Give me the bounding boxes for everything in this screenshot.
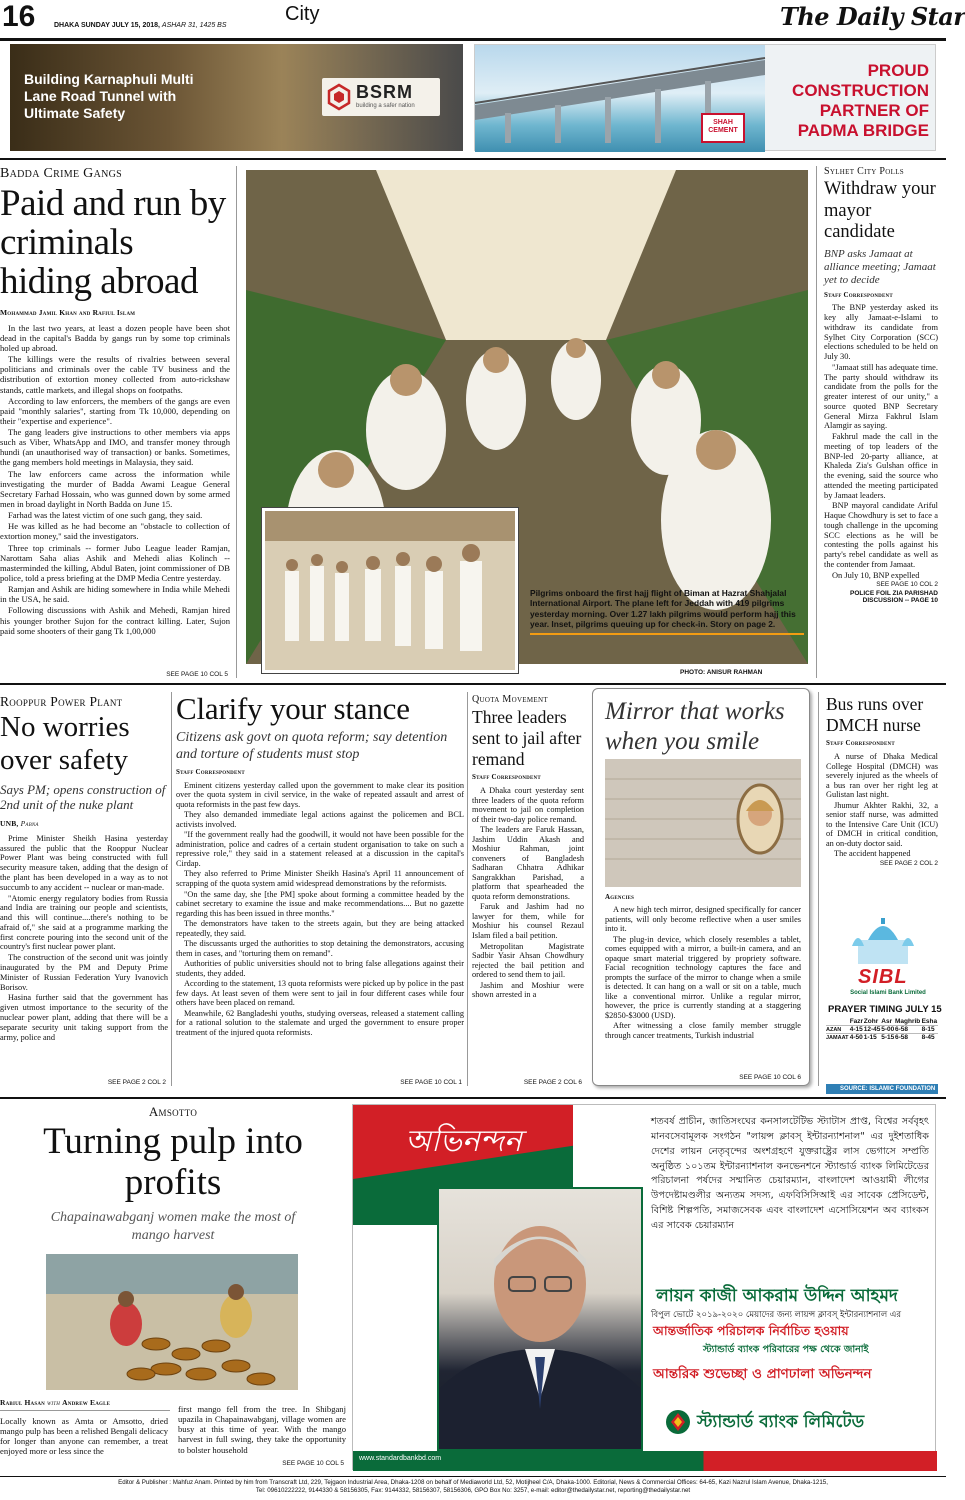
paragraph: Jashim and Moshiur were shown arrested in a [472,980,584,1000]
mirror-photo[interactable] [605,759,801,887]
clarify-see-page[interactable]: SEE PAGE 10 COL 1 [400,1079,462,1086]
paragraph: "Jamaat still has adequate time. The party should withdraw its candidate from the polls for the greater interest of our unity," a source quoted BNP Secretary General Mirza Fakhrul Islam Alamgir as saying. [824,362,938,431]
paragraph: Ramjan and Ashik are hiding somewhere in India while Mehedi in the USA, he said. [0,584,230,605]
bus-story [826,694,938,904]
prayer-time: 4-50 [849,1034,863,1041]
paragraph: Prime Minister Sheikh Hasina yesterday assured the public that the Rooppur Nuclear Power Plant was being constructed with full security measure taken, adding that the design of the plant has been developed in a way as to not succumb to any accident -- nuclear or man-made. [0,833,168,892]
bsrm-brand: BSRM [356,82,413,102]
sylhet-body [824,303,938,580]
quota-story [472,694,584,1086]
quota-byline: Staff Correspondent [472,773,541,781]
paragraph: The construction of the second unit was jointly inaugurated by the PM and Deputy Prime Minister of Russian Federation Yury Ivanovich Borisov. [0,953,168,992]
paragraph: A new high tech mirror, designed specifically for cancer patients, will only become reflective when a user smiles into it. [605,905,801,934]
amsotto-col2: first mango fell from the tree. In Shibganj upazila in Chapainawabganj, village women are busy at this time of year. With the mango harvest in full swing, they take the opportunity to bolster household [178,1404,346,1455]
section-rule [0,1097,946,1099]
ad-bank-name: স্ট্যান্ডার্ড ব্যাংক লিমিটেড [697,1412,865,1432]
prayer-row-label: JAMAAT [826,1034,849,1041]
masthead: The Daily Star [780,2,965,31]
ad-line-5: আন্তরিক শুভেচ্ছা ও প্রাণঢালা অভিনন্দন [653,1366,872,1382]
ad-line-2: বিপুল ভোটে ২০১৯-২০২০ মেয়াদের জন্য লায়ন্স ক্লাবস্ ইন্টারন্যাশনাল এর [651,1310,902,1320]
clarify-deck: Citizens ask govt on quota reform; say detention and torture of students must stop [176,730,448,762]
paragraph: The demonstrators have taken to the streets again, but they are being attacked repeatedly, they said. [176,919,464,938]
header-rule [0,38,946,41]
bus-see-page[interactable]: SEE PAGE 2 COL 2 [879,859,938,867]
prayer-time: 8-15 [921,1026,935,1033]
paragraph: "On the same day, she [the PM] spoke about forming a committee headed by the cabinet secretary to examine the issue and make recommendations.... But no gazette regarding this has been issued in three months." [176,889,464,918]
paragraph: Meanwhile, 62 Bangladeshi youths, studying overseas, released a statement calling for a rational solution to the stalemate and urged the government to ensure proper treatment of the injured quota reformists. [176,1008,464,1037]
amsotto-story [0,1104,346,1470]
paragraph: Metropolitan Magistrate Sadbir Yasir Ahsan Chowdhury rejected the bail petition and ordered to send them to jail. [472,941,584,980]
dateline-date: DHAKA SUNDAY JULY 15, 2018, [54,22,162,29]
paragraph: Authorities of public universities should not to bring false allegations against their students, they added. [176,959,464,978]
prayer-time: 4-15 [849,1026,863,1033]
bus-byline: Staff Correspondent [826,739,895,747]
clarify-body [176,781,464,1038]
prayer-cell [826,1018,850,1026]
prayer-row-label: AZAN [826,1026,842,1033]
prayer-col: Esha [921,1018,938,1025]
shah-ad[interactable] [474,44,936,151]
paragraph: "Atomic energy regulatory bodies from Russia and India are training our people and scientists, and this will continue....there's nothing to be afraid of," she said at a programme marking the first concrete pouring into the second unit of the country's first nuclear power plant. [0,893,168,952]
bsrm-logo-icon [328,84,350,110]
quota-headline[interactable]: Three leaders sent to jail after remand [472,707,582,769]
mosque-icon [848,916,918,964]
badda-body [0,323,230,636]
column-rule [818,692,819,1086]
rooppur-story [0,694,168,1086]
paragraph: On July 10, BNP expelled [832,570,920,580]
amsotto-byline-b: Andrew Eagle [62,1398,111,1407]
bsrm-ad[interactable] [10,44,463,151]
paragraph: A nurse of Dhaka Medical College Hospital (DMCH) was severely injured as the wheels of a bus ran over her right leg at Gulistan last night. [826,752,938,800]
bsrm-logo-box [322,78,440,116]
imprint [0,1479,946,1496]
column-rule [467,692,468,1086]
amsotto-byline-with: with [44,1398,63,1407]
rooppur-byline [0,819,168,828]
paragraph: According to law enforcers, the members of the gangs are even paid "monthly salaries", starting from Tk 10,000, depending on their "expertise and experience". [0,395,230,426]
prayer-col: Maghrib [894,1018,921,1025]
prayer-row [826,1026,938,1034]
paragraph: Following discussions with Ashik and Mehedi, Ramjan hired his younger brother Sujon for the contract killing. Later, Sujon paid some shooters of their gang Tk 1,00,000 [0,605,230,636]
mirror-byline: Agencies [605,893,635,901]
clarify-headline[interactable]: Clarify your stance [176,691,410,726]
prayer-time: 5-00 [881,1026,895,1033]
quota-body [472,786,584,1000]
caption-accent [530,633,804,635]
mirror-see-page[interactable]: SEE PAGE 10 COL 6 [739,1074,801,1081]
quota-kicker: Quota Movement [472,694,548,705]
sylhet-kicker: Sylhet City Polls [824,166,904,177]
rooppur-see-page[interactable]: SEE PAGE 2 COL 2 [107,1079,166,1086]
sibl-logo: SIBL [858,966,908,988]
column-rule [236,166,237,678]
prayer-box [826,908,942,1094]
ad-url[interactable]: www.standardbankbd.com [359,1455,442,1462]
photo-caption: Pilgrims onboard the first hajj flight of Biman at Hazrat Shahjalal International Airport. The plane left for Jeddah with 419 pilgrims yesterday morning. Over 1.27 lakh pilgrims would perform hajj this year. Inset, pilgrims queuing up for check-in. Story on page 2. [530,588,796,629]
mirror-body [605,905,801,1041]
paragraph: Fakhrul made the call in the meeting of top leaders of the BNP-led 20-party alliance, at Khaleda Zia's Gulshan office in the evening, said the source who attended the meeting participated by Jamaat leaders. [824,432,938,500]
prayer-time: 6-58 [894,1034,908,1041]
prayer-time: 1-15 [863,1034,877,1041]
bsrm-headline: Building Karnaphuli Multi Lane Road Tunnel with Ultimate Safety [24,71,194,121]
paragraph: The law enforcers came across the information while investigating the murder of Badda Awami League General Secretary Farhad Hossain, who was gunned down by some armed men in broad daylight in North Badda on June 15. [0,468,230,510]
paragraph: The gang leaders give instructions to other members via apps such as Viber, WhatsApp and IMO, and transfer money through hundi (an unauthorised way of transaction) or banks. Sometimes, the gang members hold meetings in Malaysia, they said. [0,427,230,468]
paragraph: Three top criminals -- former Jubo League leader Ramjan, Narottam Saha alias Ashik and Mehedi alias Kolinch -- masterminded the killing, Abdul Baten, joint commissioner of DB police, told a press briefing at the DMP Media Centre yesterday. [0,542,230,584]
paragraph: The accident happened [834,849,911,859]
paragraph: They also demanded immediate legal actions against the policemen and BCL activists involved. [176,810,464,829]
ad-honoree-name: লায়ন কাজী আকরাম উদ্দিন আহমদ [656,1286,898,1306]
prayer-time: 12-45 [863,1026,881,1033]
sylhet-headline[interactable]: Withdraw your mayor candidate [824,179,936,243]
rooppur-headline[interactable]: No worries over safety [0,711,130,777]
rooppur-byline-agency: UNB, [0,818,21,828]
prayer-row [826,1034,938,1042]
clarify-story [176,692,464,1086]
chairman-portrait [437,1187,643,1451]
paragraph: They also referred to Prime Minister Sheikh Hasina's April 11 announcement of scrapping of the quota system amid widespread demonstrations by the reformists. [176,869,464,888]
footer-rule [0,1476,946,1477]
prayer-col: Asr [881,1018,893,1025]
paragraph: "If the government really had the goodwill, it would not have been possible for the administration, police and cadres of a certain student organisation to take on such a repressive role," they said in a statement released at a discussion in the capital's Cirdap. [176,830,464,868]
photo-caption-box [530,588,804,662]
ads-rule [0,158,946,160]
paragraph: The BNP yesterday asked its key ally Jamaat-e-Islami to withdraw its candidate from Sylhet City Corporation (SCC) elections scheduled to be held on July 30. [824,303,938,362]
amsotto-byline-a: Rabiul Hasan [0,1398,45,1407]
paragraph: The plug-in device, which closely resembles a tablet, comes equipped with a mirror, a built-in camera, and an opaque smart material triggered by propriety software. Facial recognition technology captures the face and prompts the surface of the mirror to change when a smile is detected. It can hang on a wall or sit on a table, much like a conventional mirror. Unlike a regular mirror, however, the price is currently standing at a staggering $2850-$3000 (USD). [605,934,801,1020]
paragraph: The killings were the results of rivalries between several politicians and criminals over the cable TV business and the distribution of extortion money collected from auto-rickshaw stands, cattle markets, and illegal shops on footpaths. [0,354,230,395]
ad-body-text: শতবর্ষ প্রাচীন, জাতিসংঘের কনসালটেটিভ স্ট্যাটাস প্রাপ্ত, বিশ্বের সর্ববৃহৎ মানবসেবামূলক সংগঠন "লায়ন্স ক্লাবস্ ইন্টারন্যাশনাল" এর দুইশতাধিক দেশের লায়ন নেতৃবৃন্দের অংশগ্রহণে যুক্তরাষ্ট্রের লাস ভেগাসে সম্প্রতি অনুষ্ঠিত ১০১তম ইন্টারন্যাশনাল কনভেনশনে স্ট্যান্ডার্ড ব্যাংক লিমিটেডের পরিচালনা পর্ষদের সম্মানিত চেয়ারম্যান, বাংলাদেশ আওয়ামী লীগের উপদেষ্টামণ্ডলীর অন্যতম সদস্য, এফবিসিসিআই এর সাবেক প্রেসিডেন্ট, বিশিষ্ট শিল্পপতি, সমাজসেবক এবং বাংলাদেশ এসোসিয়েশন অব ব্যাংকস এর সাবেক চেয়ারম্যান [651,1116,929,1232]
paragraph: After witnessing a close family member struggle through cancer treatments, Turkish industrial [605,1021,801,1040]
sylhet-byline: Staff Correspondent [824,291,893,300]
ad-line-4: স্ট্যান্ডার্ড ব্যাংক পরিবারের পক্ষ থেকে জানাই [703,1344,869,1355]
shah-logo [701,113,745,143]
badda-kicker: Badda Crime Gangs [0,166,122,181]
prayer-time: 8-45 [921,1034,935,1041]
sibl-name: Social Islami Bank Limited [850,990,926,996]
sylhet-story [824,166,938,678]
clarify-byline: Staff Correspondent [176,767,245,776]
prayer-source: SOURCE: ISLAMIC FOUNDATION [826,1084,938,1094]
mirror-headline[interactable]: Mirror that works when you smile [605,698,785,755]
paragraph: According to the statement, 13 quota reformists were picked up by police in the past few days. At least seven of them were sent to jail in four different cases while four others have been placed on remand. [176,979,464,1008]
prayer-col: Zohr [863,1018,879,1025]
paragraph: Hasina further said that the government has given utmost importance to the security of the nuclear power plant, adding that there will be a separate security unit taking support from the army, police and [0,993,168,1042]
page-header [0,0,965,38]
paragraph: He was killed as he had become an "obstacle to collection of extortion money," said the investigators. [0,521,230,542]
byline-rule [0,1410,170,1411]
bsrm-tagline: building a safer nation [356,103,415,109]
amsotto-col1: Locally known as Amta or Amsotto, dried mango pulp has been a relished Bengali delicacy for longer than anyone can remember, a treat enjoyed more or less since the [0,1416,168,1457]
sylhet-refer[interactable]: POLICE FOIL ZIA PARISHAD DISCUSSION -- PAGE 10 [850,590,938,605]
section-rule [0,683,946,685]
checkin-inset-photo[interactable] [262,508,518,673]
prayer-header-row [826,1018,938,1026]
paragraph: Farhad was the latest victim of one such gang, they said. [8,510,203,521]
paragraph: A Dhaka court yesterday sent three leaders of the quota reform movement to jail on completion of their two-day police remand. [472,786,584,824]
paragraph: The leaders are Faruk Hassan, Jashim Uddin Akash and Moshiur Rahman, joint conveners of Bangladesh Sadharan Chhatra Adhikar Sangrakkhan Parishad, a platform that spearheaded the quota reform demonstrations. [472,825,584,901]
paragraph: Faruk and Jashim had no lawyer for them, while for Moshiur his counsel Rezaul Islam filed a bail petition. [472,902,584,940]
badda-headline[interactable]: Paid and run by criminals hiding abroad [0,183,226,303]
bus-body [826,752,938,859]
prayer-table [826,1018,938,1041]
page-number: 16 [2,0,36,33]
paragraph: Jhumur Akhter Rakhi, 32, a senior staff nurse, was admitted to the Intensive Care Unit (ICU) of DMCH in critical condition, an on-duty doctor said. [826,800,938,848]
photo-credit: PHOTO: ANISUR RAHMAN [680,669,763,676]
standard-bank-ad[interactable] [352,1104,936,1470]
rooppur-byline-place: Pabna [20,818,39,828]
amsotto-deck: Chapainawabganj women make the most of mango harvest [50,1210,296,1243]
column-rule [816,166,817,678]
ad-title: অভিনন্দন [405,1124,522,1159]
paragraph: BNP mayoral candidate Ariful Haque Chowdhury is set to face a tough challenge in the upcoming SCC elections as he will be contesting the polls against his party's rebel candidate as well as the contender from Jamaat. [824,501,938,569]
sylhet-see-page[interactable]: SEE PAGE 10 COL 2 [876,581,938,589]
section-name: City [285,3,320,25]
prayer-time: 5-15 [881,1034,895,1041]
amsotto-kicker: Amsotto [148,1104,198,1119]
amsotto-headline[interactable]: Turning pulp into profits [43,1121,303,1203]
dateline [54,22,227,29]
prayer-time: 6-58 [894,1026,908,1033]
column-rule [171,692,172,1086]
badda-see-page[interactable]: SEE PAGE 10 COL 5 [166,671,228,678]
shah-brand: SHAH CEMENT [708,119,738,135]
prayer-col: Fazr [849,1018,864,1025]
prayer-title: PRAYER TIMING JULY 15 [828,1004,942,1015]
badda-byline: Mohammad Jamil Khan and Rafiul Islam [0,307,136,317]
ad-line-3: আন্তর্জাতিক পরিচালক নির্বাচিত হওয়ায় [653,1323,849,1338]
mango-pulp-photo[interactable] [46,1254,298,1390]
dateline-bangla: ASHAR 31, 1425 BS [161,22,227,29]
shah-headline: PROUD CONSTRUCTION PARTNER OF PADMA BRIDGE [792,61,929,141]
rooppur-kicker: Rooppur Power Plant [0,694,123,709]
amsotto-byline [0,1398,110,1407]
paragraph: In the last two years, at least a dozen people have been shot dead in the capital's Badda by gangs run by some top criminals holed up abroad. [0,322,230,353]
amsotto-see-page[interactable]: SEE PAGE 10 COL 5 [282,1460,344,1467]
sylhet-deck: BNP asks Jamaat at alliance meeting; Jamaat yet to decide [824,247,936,287]
paragraph: Eminent citizens yesterday called upon the government to make clear its position over the quota system in civil service, in the wake of repeated assault and arrest of quota reformists in the past few days. [176,780,464,809]
quota-see-page[interactable]: SEE PAGE 2 COL 6 [523,1079,582,1086]
paragraph: The discussants urged the authorities to stop detaining the demonstrators, accusing them in cases, and "torturing them on remand". [176,939,464,958]
bus-headline[interactable]: Bus runs over DMCH nurse [826,694,924,735]
standard-bank-logo-icon [665,1409,691,1435]
imprint-line-2: Tel: 09610222222, 9144330 & 58156305, Fax: 9144332, 58156307, 58156306, GPO Box No: 3257, e-mail: editor@thedailystar.net, reporting@thedailystar.net [255,1487,691,1495]
rooppur-body [0,834,168,1042]
rooppur-deck: Says PM; opens construction of 2nd unit of the nuke plant [0,781,166,813]
imprint-line-1: Editor & Publisher : Mahfuz Anam. Printed by him from Transcraft Ltd, 229, Tejgaon Industrial Area, Dhaka-1208 on behalf of Mediaworld Ltd, 52, Motijheel C/A, Dhaka-1000. Editorial, News & Commercial Offices: 64-65, Kazi Nazrul Islam Avenue, Dhaka-1215, [118,1479,828,1486]
mirror-story [592,688,810,1086]
badda-story [0,166,230,678]
